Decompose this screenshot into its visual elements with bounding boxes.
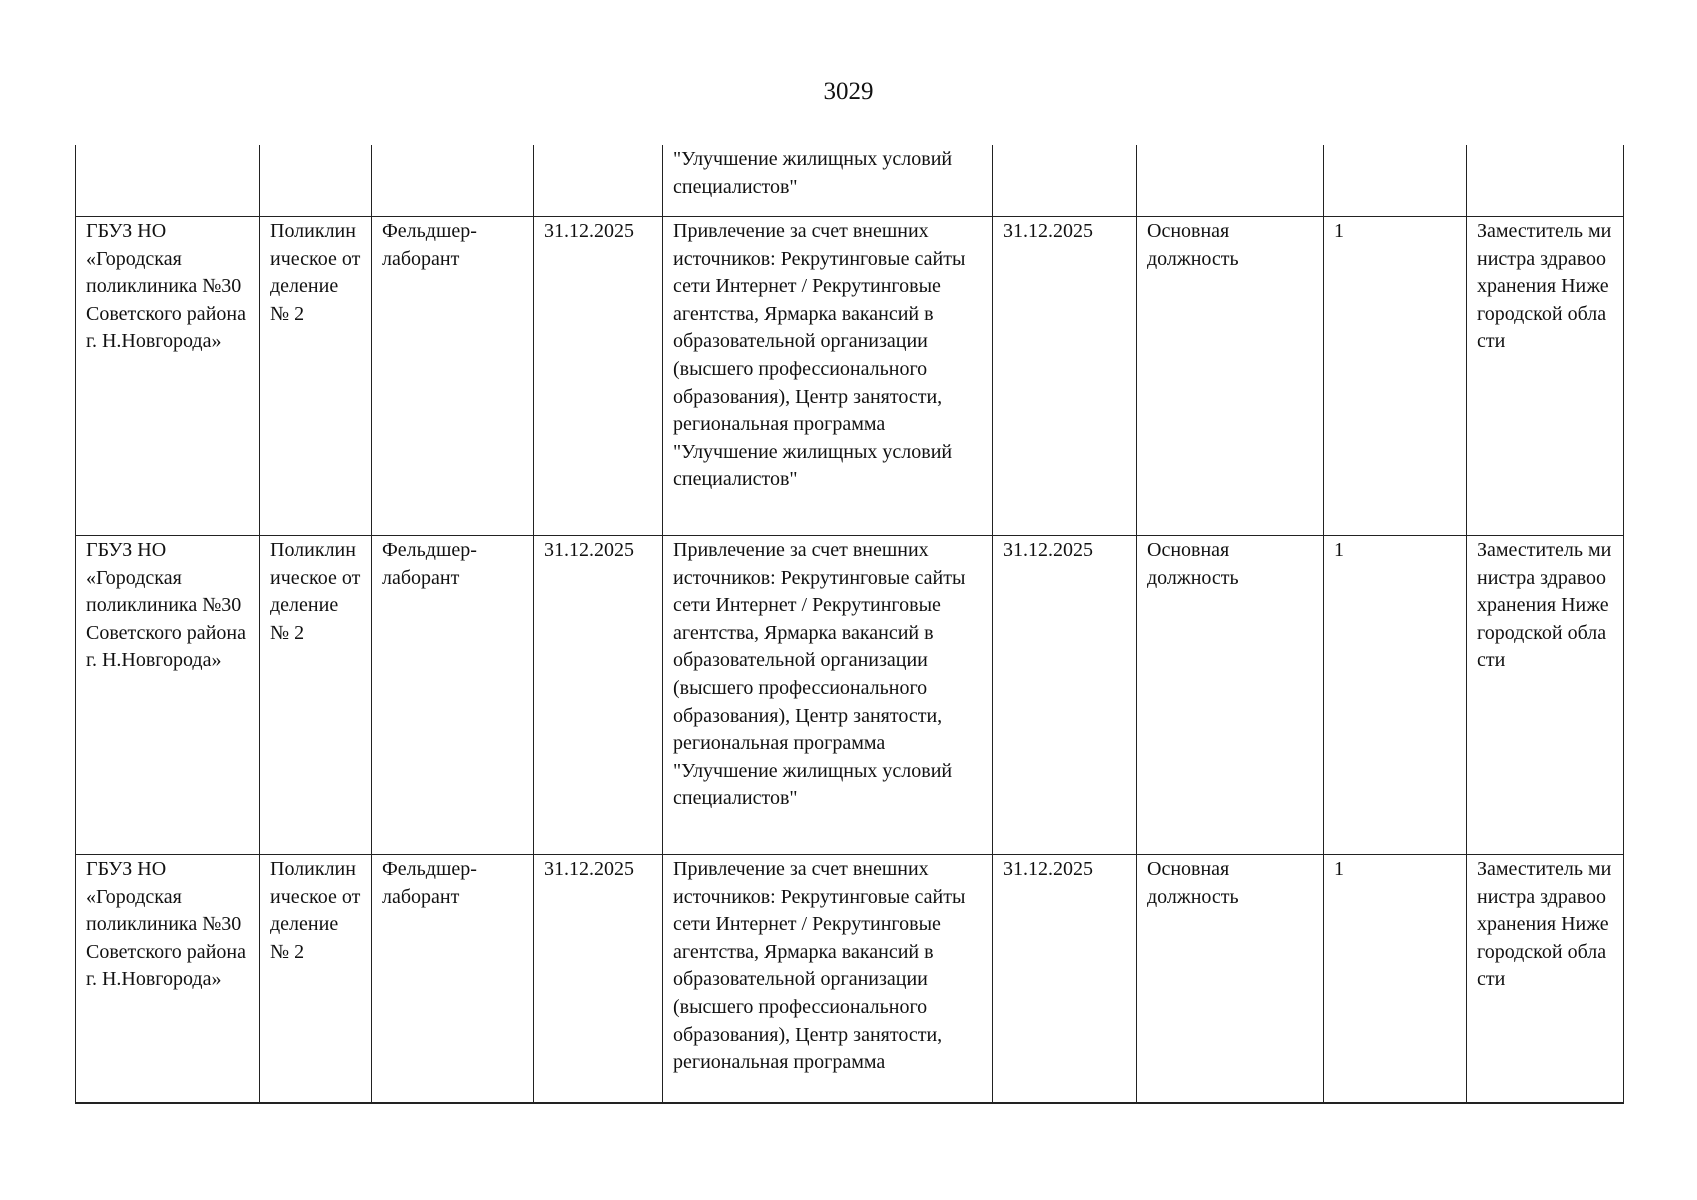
responsible-cell: Заместитель министра здравоохранения Нижегородской области — [1467, 855, 1624, 1104]
department-cell: Поликлиническое отделение № 2 — [260, 536, 372, 855]
date-due-cell: 31.12.2025 — [993, 217, 1137, 536]
position-cell — [372, 145, 534, 217]
employment-type-cell: Основная должность — [1137, 855, 1324, 1104]
responsible-cell: Заместитель министра здравоохранения Нижегородской области — [1467, 536, 1624, 855]
method-cell: Привлечение за счет внешних источников: Рекрутинговые сайты сети Интернет / Рекрутинговые агентства, Ярмарка вакансий в образовательной организации (высшего профессионального образования), Центр занятости, региональная программа — [663, 855, 993, 1104]
method-cell: "Улучшение жилищных условий специалистов" — [663, 145, 993, 217]
table-row — [76, 217, 1624, 536]
position-cell: Фельдшер-лаборант — [372, 217, 534, 536]
organization-cell: ГБУЗ НО «Городская поликлиника №30 Советского района г. Н.Новгорода» — [76, 217, 260, 536]
staffing-plan-table — [75, 145, 1624, 1104]
date-due-cell — [993, 145, 1137, 217]
table-row — [76, 855, 1624, 1104]
count-cell — [1324, 145, 1467, 217]
count-cell: 1 — [1324, 217, 1467, 536]
date-planned-cell — [534, 145, 663, 217]
department-cell: Поликлиническое отделение № 2 — [260, 855, 372, 1104]
table-row — [76, 536, 1624, 855]
method-cell: Привлечение за счет внешних источников: Рекрутинговые сайты сети Интернет / Рекрутинговые агентства, Ярмарка вакансий в образовательной организации (высшего профессионального образования), Центр занятости, региональная программа "Улучшение жилищных условий специалистов" — [663, 217, 993, 536]
date-planned-cell: 31.12.2025 — [534, 217, 663, 536]
continuation-row — [76, 145, 1624, 217]
date-due-cell: 31.12.2025 — [993, 855, 1137, 1104]
date-due-cell: 31.12.2025 — [993, 536, 1137, 855]
employment-type-cell — [1137, 145, 1324, 217]
count-cell: 1 — [1324, 855, 1467, 1104]
responsible-cell: Заместитель министра здравоохранения Нижегородской области — [1467, 217, 1624, 536]
employment-type-cell: Основная должность — [1137, 217, 1324, 536]
position-cell: Фельдшер-лаборант — [372, 536, 534, 855]
department-cell — [260, 145, 372, 217]
employment-type-cell: Основная должность — [1137, 536, 1324, 855]
position-cell: Фельдшер-лаборант — [372, 855, 534, 1104]
method-cell: Привлечение за счет внешних источников: Рекрутинговые сайты сети Интернет / Рекрутинговые агентства, Ярмарка вакансий в образовательной организации (высшего профессионального образования), Центр занятости, региональная программа "Улучшение жилищных условий специалистов" — [663, 536, 993, 855]
responsible-cell — [1467, 145, 1624, 217]
department-cell: Поликлиническое отделение № 2 — [260, 217, 372, 536]
organization-cell — [76, 145, 260, 217]
count-cell: 1 — [1324, 536, 1467, 855]
organization-cell: ГБУЗ НО «Городская поликлиника №30 Советского района г. Н.Новгорода» — [76, 536, 260, 855]
date-planned-cell: 31.12.2025 — [534, 536, 663, 855]
date-planned-cell: 31.12.2025 — [534, 855, 663, 1104]
page-number: 3029 — [823, 78, 874, 105]
organization-cell: ГБУЗ НО «Городская поликлиника №30 Советского района г. Н.Новгорода» — [76, 855, 260, 1104]
